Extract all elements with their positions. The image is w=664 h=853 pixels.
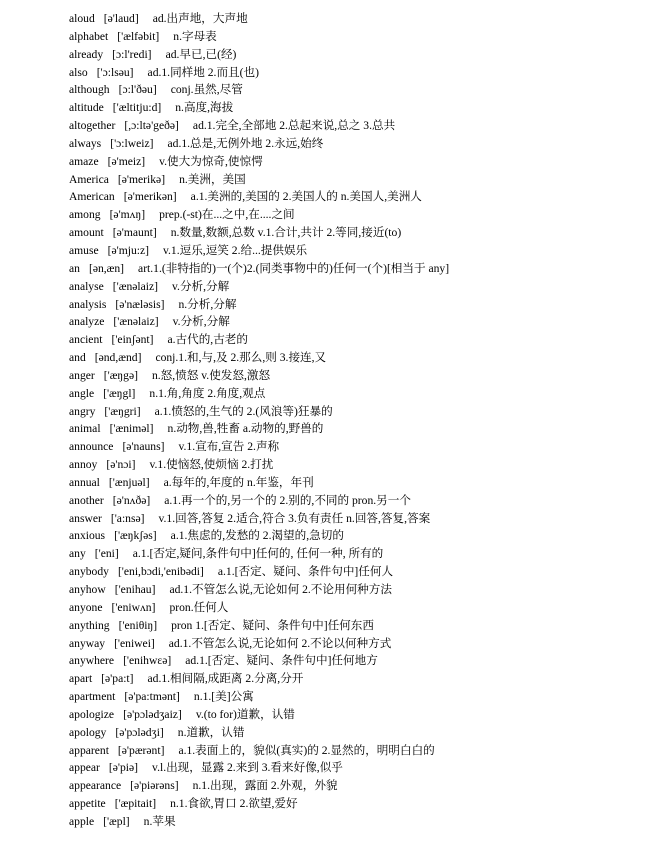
vocabulary-entry — [69, 224, 449, 242]
entry-phonetic: ['eniθiŋ] — [118, 618, 158, 632]
entry-phonetic: [ən,æn] — [88, 261, 125, 275]
entry-phonetic: ['æŋgə] — [103, 368, 138, 382]
entry-phonetic: [ɔ:l'redi] — [112, 47, 152, 61]
entry-word: anyway — [69, 636, 106, 650]
entry-phonetic: ['ɔ:lweiz] — [110, 136, 154, 150]
vocabulary-entry — [69, 117, 449, 135]
entry-word: already — [69, 47, 104, 61]
entry-definition: ad.1.不管怎么说,无论如何 2.不论用何种方法 — [169, 583, 392, 596]
entry-phonetic: [ə'piə] — [108, 761, 139, 775]
entry-word: among — [69, 208, 101, 222]
entry-word: anxious — [69, 529, 106, 543]
entry-phonetic: ['enihau] — [114, 583, 156, 596]
entry-word: anger — [69, 368, 95, 382]
vocabulary-entry — [69, 188, 449, 206]
entry-word: and — [69, 351, 86, 365]
entry-definition: prep.(-st)在...之中,在....之间 — [159, 208, 295, 222]
entry-definition: n.分析,分解 — [178, 297, 237, 311]
entry-definition: pron 1.[否定、疑问、条件句中]任何东西 — [171, 618, 374, 632]
entry-definition: n.数量,数额,总数 v.1.合计,共计 2.等同,接近(to) — [170, 226, 402, 240]
entry-word: analysis — [69, 297, 107, 311]
entry-definition: v.分析,分解 — [172, 279, 230, 293]
vocabulary-entry — [69, 331, 449, 349]
vocabulary-entry — [69, 492, 449, 510]
entry-phonetic: [ə'laud] — [103, 12, 139, 25]
entry-definition: ad.1.完全,全部地 2.总起来说,总之 3.总共 — [192, 119, 396, 133]
vocabulary-entry — [69, 260, 449, 278]
entry-phonetic: [ə'meiz] — [107, 154, 146, 168]
entry-definition: ad.1.不管怎么说,无论如何 2.不论以何种方式 — [168, 636, 392, 650]
entry-phonetic: ['æltitju:d] — [112, 101, 162, 115]
entry-phonetic: [ə'mju:z] — [107, 243, 149, 257]
entry-word: an — [69, 261, 80, 275]
entry-word: appearance — [69, 779, 122, 793]
entry-word: also — [69, 65, 88, 79]
entry-phonetic: ['æpl] — [103, 814, 130, 828]
vocabulary-entry — [69, 438, 449, 456]
vocabulary-entry — [69, 10, 449, 28]
entry-word: appetite — [69, 797, 106, 811]
entry-definition: v.1.回答,答复 2.适合,符合 3.负有责任 n.回答,答复,答案 — [158, 511, 431, 525]
entry-definition: v.1.使恼怒,使烦恼 2.打扰 — [149, 458, 274, 472]
vocabulary-entry — [69, 367, 449, 385]
entry-definition: a.1.美洲的,美国的 2.美国人的 n.美国人,美洲人 — [190, 190, 422, 204]
vocabulary-entry — [69, 385, 449, 403]
vocabulary-entry — [69, 581, 449, 599]
vocabulary-entry — [69, 652, 449, 670]
vocabulary-entry — [69, 742, 449, 760]
entry-definition: pron.任何人 — [169, 600, 229, 614]
entry-definition: a.古代的,古老的 — [167, 333, 248, 347]
entry-definition: ad.1.同样地 2.而且(也) — [147, 65, 259, 79]
vocabulary-entry — [69, 64, 449, 82]
entry-word: annual — [69, 475, 100, 489]
vocabulary-entry — [69, 135, 449, 153]
entry-word: apparent — [69, 743, 109, 757]
entry-definition: n.美洲，美国 — [179, 172, 246, 186]
vocabulary-entry — [69, 242, 449, 260]
entry-definition: a.1.表面上的，貌似(真实)的 2.显然的，明明白白的 — [178, 743, 435, 757]
vocabulary-entry — [69, 599, 449, 617]
vocabulary-entry — [69, 349, 449, 367]
entry-word: answer — [69, 511, 102, 525]
vocabulary-entry — [69, 206, 449, 224]
entry-definition: v.分析,分解 — [172, 315, 230, 329]
entry-phonetic: [ə'pa:t] — [101, 672, 134, 686]
entry-phonetic: ['enihwεə] — [123, 654, 172, 668]
entry-phonetic: ['æŋgl] — [103, 386, 136, 400]
entry-phonetic: ['eniwei] — [114, 636, 155, 650]
entry-word: appear — [69, 761, 100, 775]
entry-definition: n.1.[美]公寓 — [193, 690, 254, 704]
entry-phonetic: ['eni] — [94, 547, 119, 561]
vocabulary-list — [69, 10, 449, 831]
entry-phonetic: [ə'maunt] — [112, 226, 157, 240]
entry-word: analyse — [69, 279, 104, 293]
vocabulary-entry — [69, 99, 449, 117]
entry-word: annoy — [69, 458, 98, 472]
entry-definition: n.高度,海拔 — [175, 101, 234, 115]
entry-phonetic: ['æŋgri] — [104, 404, 141, 418]
entry-word: anybody — [69, 565, 109, 579]
entry-word: alphabet — [69, 29, 109, 43]
entry-phonetic: ['a:nsə] — [110, 511, 145, 525]
entry-phonetic: [ə'næləsis] — [115, 297, 165, 311]
entry-phonetic: ['eniwʌn] — [111, 600, 156, 614]
entry-word: apologize — [69, 707, 115, 721]
entry-definition: n.道歉，认错 — [177, 725, 245, 739]
entry-phonetic: ['einʃənt] — [111, 333, 154, 347]
entry-word: apart — [69, 672, 93, 686]
entry-definition: ad.早已,已(经) — [165, 47, 237, 61]
entry-phonetic: [ə'pɔlədʒi] — [115, 725, 164, 739]
entry-definition: v.1.逗乐,逗笑 2.给...提供娱乐 — [162, 243, 308, 257]
entry-definition: ad.1.相间隔,成距离 2.分离,分开 — [147, 672, 304, 686]
entry-word: amuse — [69, 243, 99, 257]
entry-phonetic: ['ælfəbit] — [117, 29, 160, 43]
vocabulary-entry — [69, 153, 449, 171]
vocabulary-entry — [69, 688, 449, 706]
entry-phonetic: ['eni,bɔdi,'enibədi] — [117, 565, 204, 579]
entry-word: angry — [69, 404, 96, 418]
vocabulary-entry — [69, 403, 449, 421]
entry-definition: ad.1.[否定、疑问、条件句中]任何地方 — [185, 654, 378, 668]
entry-definition: n.苹果 — [143, 814, 176, 828]
entry-definition: a.1.[否定、疑问、条件句中]任何人 — [217, 565, 394, 579]
entry-word: amaze — [69, 154, 99, 168]
entry-definition: v.(to for)道歉，认错 — [195, 707, 295, 721]
entry-phonetic: ['æpitait] — [114, 797, 157, 811]
entry-phonetic: [ənd,ænd] — [94, 351, 142, 365]
entry-word: anywhere — [69, 654, 115, 668]
vocabulary-entry — [69, 777, 449, 795]
entry-definition: a.每年的,年度的 n.年鉴，年刊 — [163, 475, 314, 489]
entry-phonetic: ['æŋkʃəs] — [114, 529, 157, 543]
entry-phonetic: [ə'pa:tmənt] — [124, 690, 180, 704]
entry-definition: a.1.焦虑的,发愁的 2.渴望的,急切的 — [170, 529, 344, 543]
vocabulary-entry — [69, 724, 449, 742]
entry-phonetic: ['æniməl] — [109, 422, 154, 436]
entry-definition: ad.1.总是,无例外地 2.永远,始终 — [167, 136, 324, 150]
vocabulary-entry — [69, 527, 449, 545]
entry-phonetic: ['ɔ:lsəu] — [96, 65, 134, 79]
entry-definition: n.怒,愤怒 v.使发怒,激怒 — [151, 368, 271, 382]
vocabulary-entry — [69, 813, 449, 831]
entry-phonetic: [ə'merikə] — [117, 172, 166, 186]
entry-phonetic: [,ɔ:ltə'geðə] — [124, 119, 179, 133]
entry-definition: art.1.(非特指的)一(个)2.(同类事物中的)任何一(个)[相当于 any] — [138, 261, 450, 275]
entry-phonetic: [ə'nɔi] — [106, 458, 136, 472]
entry-phonetic: ['ænjuəl] — [108, 475, 150, 489]
vocabulary-entry — [69, 81, 449, 99]
entry-word: announce — [69, 440, 114, 454]
entry-word: another — [69, 493, 104, 507]
entry-word: apology — [69, 725, 107, 739]
entry-word: angle — [69, 386, 95, 400]
entry-definition: n.动物,兽,牲畜 a.动物的,野兽的 — [167, 422, 324, 436]
entry-phonetic: [ə'mʌŋ] — [109, 208, 146, 222]
entry-phonetic: ['ænəlaiz] — [113, 315, 159, 329]
vocabulary-entry — [69, 46, 449, 64]
vocabulary-entry — [69, 456, 449, 474]
vocabulary-entry — [69, 171, 449, 189]
entry-word: altogether — [69, 119, 116, 133]
entry-word: aloud — [69, 12, 95, 25]
entry-word: altitude — [69, 101, 104, 115]
entry-definition: a.1.愤怒的,生气的 2.(风浪等)狂暴的 — [154, 404, 333, 418]
entry-word: American — [69, 190, 115, 204]
vocabulary-entry — [69, 635, 449, 653]
vocabulary-entry — [69, 474, 449, 492]
vocabulary-entry — [69, 278, 449, 296]
entry-definition: n.1.食欲,胃口 2.欲望,爱好 — [170, 797, 298, 811]
entry-definition: v.使大为惊奇,使惊愕 — [159, 154, 263, 168]
entry-phonetic: [ə'piərəns] — [130, 779, 179, 793]
vocabulary-entry — [69, 313, 449, 331]
entry-word: any — [69, 547, 86, 561]
entry-word: analyze — [69, 315, 105, 329]
entry-definition: conj.1.和,与,及 2.那么,则 3.接连,又 — [155, 351, 327, 365]
vocabulary-entry — [69, 563, 449, 581]
entry-definition: n.1.出现，露面 2.外观，外貌 — [192, 779, 338, 793]
entry-phonetic: [ə'pɔlədʒaiz] — [123, 707, 182, 721]
entry-phonetic: [ə'nauns] — [122, 440, 165, 454]
vocabulary-entry — [69, 670, 449, 688]
vocabulary-entry — [69, 617, 449, 635]
vocabulary-entry — [69, 759, 449, 777]
entry-phonetic: [ə'nʌðə] — [112, 493, 151, 507]
entry-definition: v.1.宣布,宣告 2.声称 — [178, 440, 280, 454]
entry-phonetic: [ə'merikən] — [123, 190, 177, 204]
entry-word: America — [69, 172, 109, 186]
vocabulary-entry — [69, 706, 449, 724]
entry-definition: n.1.角,角度 2.角度,观点 — [149, 386, 266, 400]
entry-phonetic: [ə'pærənt] — [117, 743, 165, 757]
entry-definition: n.字母表 — [173, 29, 217, 43]
entry-definition: v.l.出现，显露 2.来到 3.看来好像,似乎 — [152, 761, 343, 775]
entry-word: apartment — [69, 690, 116, 704]
entry-word: apple — [69, 814, 95, 828]
entry-word: anything — [69, 618, 110, 632]
vocabulary-entry — [69, 296, 449, 314]
vocabulary-entry — [69, 510, 449, 528]
entry-definition: ad.出声地，大声地 — [152, 12, 248, 25]
vocabulary-entry — [69, 545, 449, 563]
entry-word: ancient — [69, 333, 103, 347]
entry-word: anyhow — [69, 583, 106, 596]
vocabulary-entry — [69, 28, 449, 46]
entry-word: always — [69, 136, 102, 150]
entry-word: amount — [69, 226, 104, 240]
vocabulary-entry — [69, 795, 449, 813]
entry-word: although — [69, 83, 110, 97]
entry-word: animal — [69, 422, 101, 436]
entry-definition: conj.虽然,尽管 — [170, 83, 243, 97]
entry-phonetic: ['ænəlaiz] — [112, 279, 158, 293]
vocabulary-entry — [69, 420, 449, 438]
entry-definition: a.1.[否定,疑问,条件句中]任何的, 任何一种, 所有的 — [132, 547, 384, 561]
entry-phonetic: [ɔ:l'ðəu] — [118, 83, 157, 97]
entry-definition: a.1.再一个的,另一个的 2.别的,不同的 pron.另一个 — [164, 493, 411, 507]
entry-word: anyone — [69, 600, 103, 614]
